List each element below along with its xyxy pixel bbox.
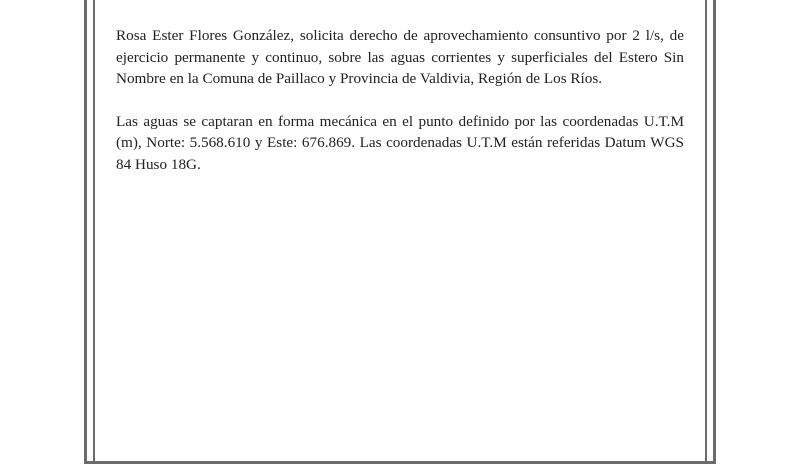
document-body	[116, 25, 684, 196]
paragraph-coordinates: Las aguas se captaran en forma mecánica en el punto definido por las coordenadas U.T.M (m), Norte: 5.568.610 y Este: 676.869. Las coordenadas U.T.M están referidas Datum WGS 84 Huso 18G.	[116, 112, 684, 173]
paragraph-request: Rosa Ester Flores González, solicita derecho de aprovechamiento consuntivo por 2 l/s, de ejercicio permanente y continuo, sobre las aguas corrientes y superficiales del Estero Sin Nombre en la Comuna de Paillaco y Provincia de Valdivia, Región de Los Ríos.	[116, 27, 684, 87]
